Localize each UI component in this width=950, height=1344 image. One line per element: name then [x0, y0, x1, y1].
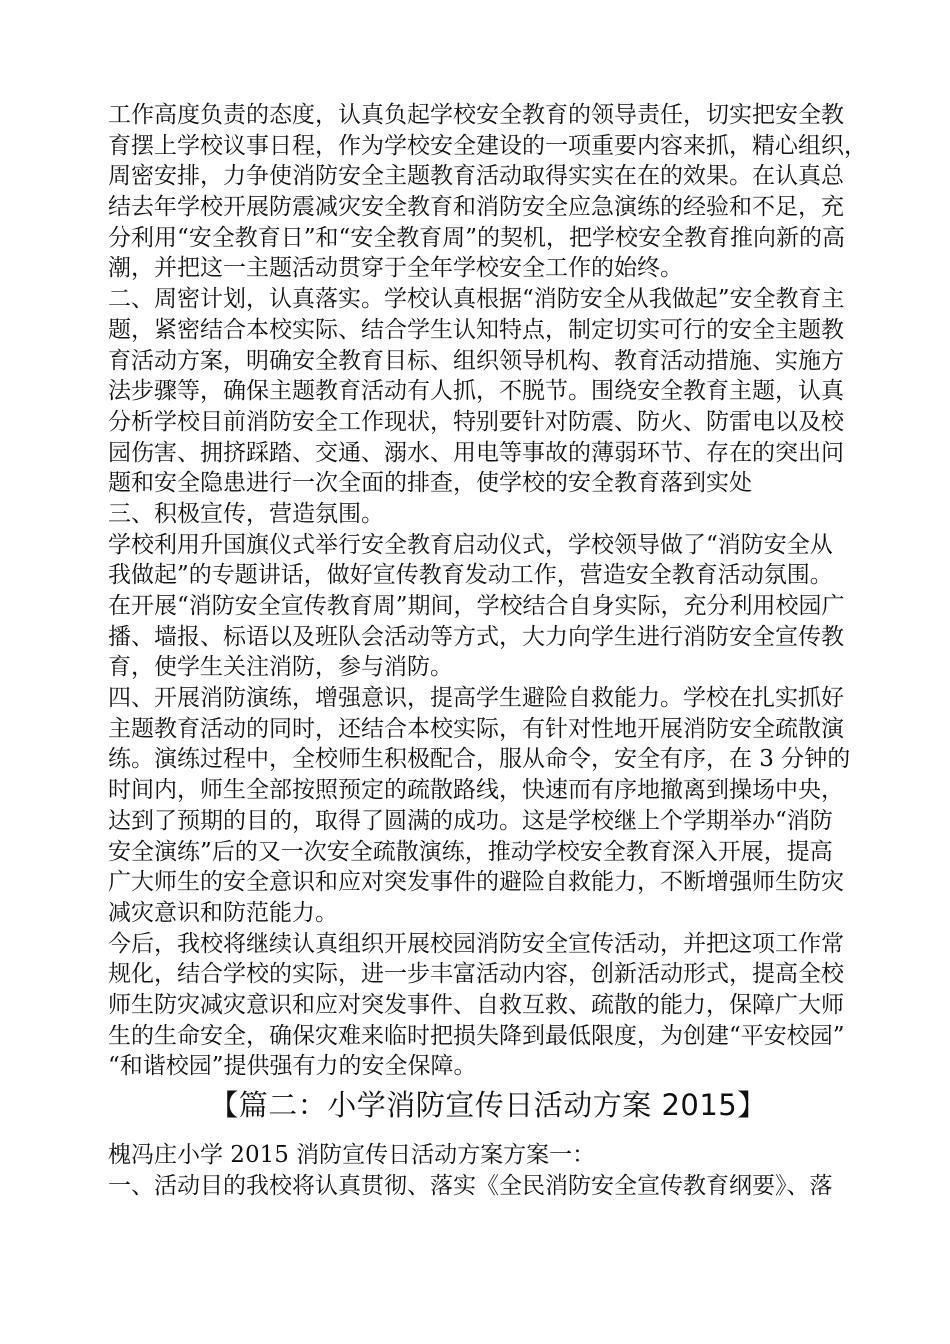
text-line: 园伤害、拥挤踩踏、交通、溺水、用电等事故的薄弱环节、存在的突出问	[108, 439, 844, 466]
text-line: 法步骤等，确保主题教育活动有人抓，不脱节。围绕安全教育主题，认真	[108, 378, 844, 405]
text-line: 主题教育活动的同时，还结合本校实际，有针对性地开展消防安全疏散演	[108, 715, 844, 742]
section-heading-4: 四、开展消防演练，增强意识，提高学生避险自救能力。学校在扎实抓好	[108, 685, 844, 712]
text-line: 我做起”的专题讲话，做好宣传教育发动工作，营造安全教育活动氛围。	[108, 562, 833, 589]
text-line: 一、活动目的我校将认真贯彻、落实《全民消防安全宣传教育纲要》、落	[108, 1172, 833, 1199]
text-line: 时间内，师生全部按照预定的疏散路线，快速而有序地撤离到操场中央，	[108, 777, 844, 804]
text-line: 槐冯庄小学 2015 消防宣传日活动方案方案一：	[108, 1142, 596, 1168]
following-text	[108, 1140, 868, 1201]
text-line: 师生防灾减灾意识和应对突发事件、自救互救、疏散的能力，保障广大师	[108, 991, 844, 1018]
text-line: 学校利用升国旗仪式举行安全教育启动仪式，学校领导做了“消防安全从	[108, 531, 833, 558]
text-line: 结去年学校开展防震减灾安全教育和消防安全应急演练的经验和不足，充	[108, 194, 844, 221]
text-line: 播、墙报、标语以及班队会活动等方式，大力向学生进行消防安全宣传教	[108, 623, 844, 650]
text-line: 潮，并把这一主题活动贯穿于全年学校安全工作的始终。	[108, 255, 683, 282]
text-line: 练。演练过程中，全校师生积极配合，服从命令，安全有序，在 3 分钟的	[108, 746, 851, 773]
text-line: 周密安排，力争使消防安全主题教育活动取得实实在在的效果。在认真总	[108, 163, 844, 190]
text-line: 达到了预期的目的，取得了圆满的成功。这是学校继上个学期举办“消防	[108, 807, 833, 834]
body-text	[108, 100, 868, 1082]
text-line: 规化，结合学校的实际，进一步丰富活动内容，创新活动形式，提高全校	[108, 961, 844, 988]
text-line: 育摆上学校议事日程，作为学校安全建设的一项重要内容来抓，精心组织，	[108, 132, 867, 159]
text-line: 在开展“消防安全宣传教育周”期间，学校结合自身实际，充分利用校园广	[108, 593, 845, 619]
text-line: 题，紧密结合本校实际、结合学生认知特点，制定切实可行的安全主题教	[108, 316, 844, 343]
document-page	[108, 100, 868, 1201]
section-heading-3: 三、积极宣传，营造氛围。	[108, 500, 384, 527]
text-line: 广大师生的安全意识和应对突发事件的避险自救能力，不断增强师生防灾	[108, 869, 844, 896]
section-heading-2: 二、周密计划，认真落实。学校认真根据“消防安全从我做起”安全教育主	[108, 286, 845, 313]
text-line: 减灾意识和防范能力。	[108, 899, 338, 926]
text-line: 育活动方案，明确安全教育目标、组织领导机构、教育活动措施、实施方	[108, 347, 844, 374]
text-line: 题和安全隐患进行一次全面的排查，使学校的安全教育落到实处	[108, 470, 752, 497]
text-line: 工作高度负责的态度，认真负起学校安全教育的领导责任，切实把安全教	[108, 102, 844, 128]
text-line: 分析学校目前消防安全工作现状，特别要针对防震、防火、防雷电以及校	[108, 408, 844, 435]
article-heading: 【篇二：小学消防宣传日活动方案 2015】	[209, 1088, 767, 1122]
text-line: 安全演练”后的又一次安全疏散演练，推动学校安全教育深入开展，提高	[108, 838, 833, 865]
text-line: 分利用“安全教育日”和“安全教育周”的契机，把学校安全教育推向新的高	[108, 224, 846, 251]
text-line: 生的生命安全，确保灾难来临时把损失降到最低限度，为创建“平安校园”	[108, 1022, 845, 1049]
text-line: 育，使学生关注消防，参与消防。	[108, 654, 453, 681]
text-line: “和谐校园”提供强有力的安全保障。	[108, 1053, 477, 1080]
text-line: 今后，我校将继续认真组织开展校园消防安全宣传活动，并把这项工作常	[108, 930, 844, 957]
